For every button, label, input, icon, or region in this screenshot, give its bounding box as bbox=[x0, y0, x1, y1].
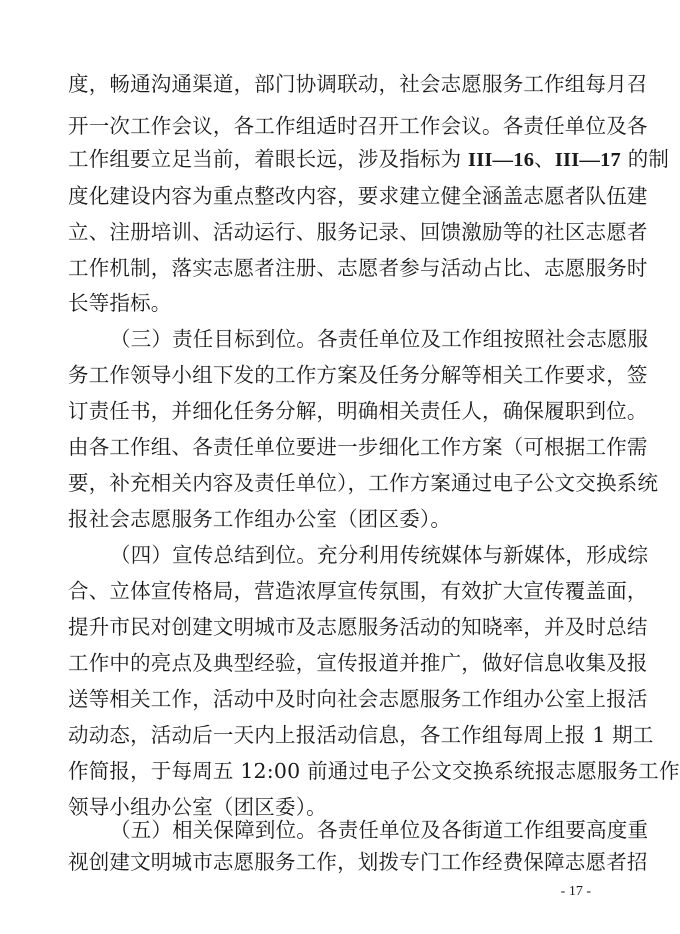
paragraph-3-line-5: 送等相关工作，活动中及时向社会志愿服务工作组办公室上报活 bbox=[68, 687, 648, 711]
paragraph-1-line-2: 开一次工作会议，各工作组适时召开工作会议。各责任单位及各 bbox=[68, 114, 648, 138]
paragraph-2-line-4: 由各工作组、各责任单位要进一步细化工作方案（可根据工作需 bbox=[68, 435, 648, 459]
paragraph-4-line-2: 视创建文明城市志愿服务工作，划拨专门工作经费保障志愿者招 bbox=[68, 850, 648, 874]
paragraph-1-line-3 bbox=[68, 143, 670, 175]
indicator-iii-16: III—16 bbox=[468, 149, 535, 171]
paragraph-1-line-5: 立、注册培训、活动运行、服务记录、回馈激励等的社区志愿者 bbox=[68, 220, 648, 244]
paragraph-4-line-1: （五）相关保障到位。各责任单位及各街道工作组要高度重 bbox=[110, 818, 649, 842]
paragraph-3-line-4: 工作中的亮点及典型经验，宣传报道并推广，做好信息收集及报 bbox=[68, 651, 648, 675]
indicator-iii-17: III—17 bbox=[554, 149, 621, 171]
paragraph-3-line-7: 作简报，于每周五 12:00 前通过电子公文交换系统报志愿服务工作 bbox=[68, 759, 680, 783]
paragraph-2-line-1: （三）责任目标到位。各责任单位及工作组按照社会志愿服 bbox=[110, 327, 649, 351]
paragraph-3-line-6: 动动态，活动后一天内上报活动信息，各工作组每周上报 1 期工 bbox=[68, 723, 654, 747]
paragraph-3-line-1: （四）宣传总结到位。充分利用传统媒体与新媒体，形成综 bbox=[110, 543, 649, 567]
paragraph-2-line-2: 务工作领导小组下发的工作方案及任务分解等相关工作要求，签 bbox=[68, 363, 648, 387]
paragraph-3-line-2: 合、立体宣传格局，营造浓厚宣传氛围，有效扩大宣传覆盖面， bbox=[68, 579, 648, 603]
paragraph-1-line-7: 长等指标。 bbox=[68, 291, 172, 315]
paragraph-2-line-6: 报社会志愿服务工作组办公室（团区委）。 bbox=[68, 507, 452, 531]
line-3-text-pre: 工作组要立足当前，着眼长远，涉及指标为 bbox=[68, 147, 469, 171]
paragraph-1-line-6: 工作机制，落实志愿者注册、志愿者参与活动占比、志愿服务时 bbox=[68, 256, 648, 280]
line-3-text-post: 的制 bbox=[621, 147, 670, 171]
paragraph-2-line-5: 要，补充相关内容及责任单位），工作方案通过电子公文交换系统 bbox=[68, 471, 659, 495]
indicator-separator: 、 bbox=[534, 147, 555, 171]
page-number: - 17 - bbox=[560, 884, 591, 899]
paragraph-3-line-3: 提升市民对创建文明城市及志愿服务活动的知晓率，并及时总结 bbox=[68, 615, 648, 639]
paragraph-1-line-4: 度化建设内容为重点整改内容，要求建立健全涵盖志愿者队伍建 bbox=[68, 184, 648, 208]
paragraph-2-line-3: 订责任书，并细化任务分解，明确相关责任人，确保履职到位。 bbox=[68, 399, 648, 423]
paragraph-1-line-1: 度，畅通沟通渠道，部门协调联动，社会志愿服务工作组每月召 bbox=[68, 72, 648, 96]
paragraph-3-line-8: 领导小组办公室（团区委）。 bbox=[68, 795, 327, 819]
